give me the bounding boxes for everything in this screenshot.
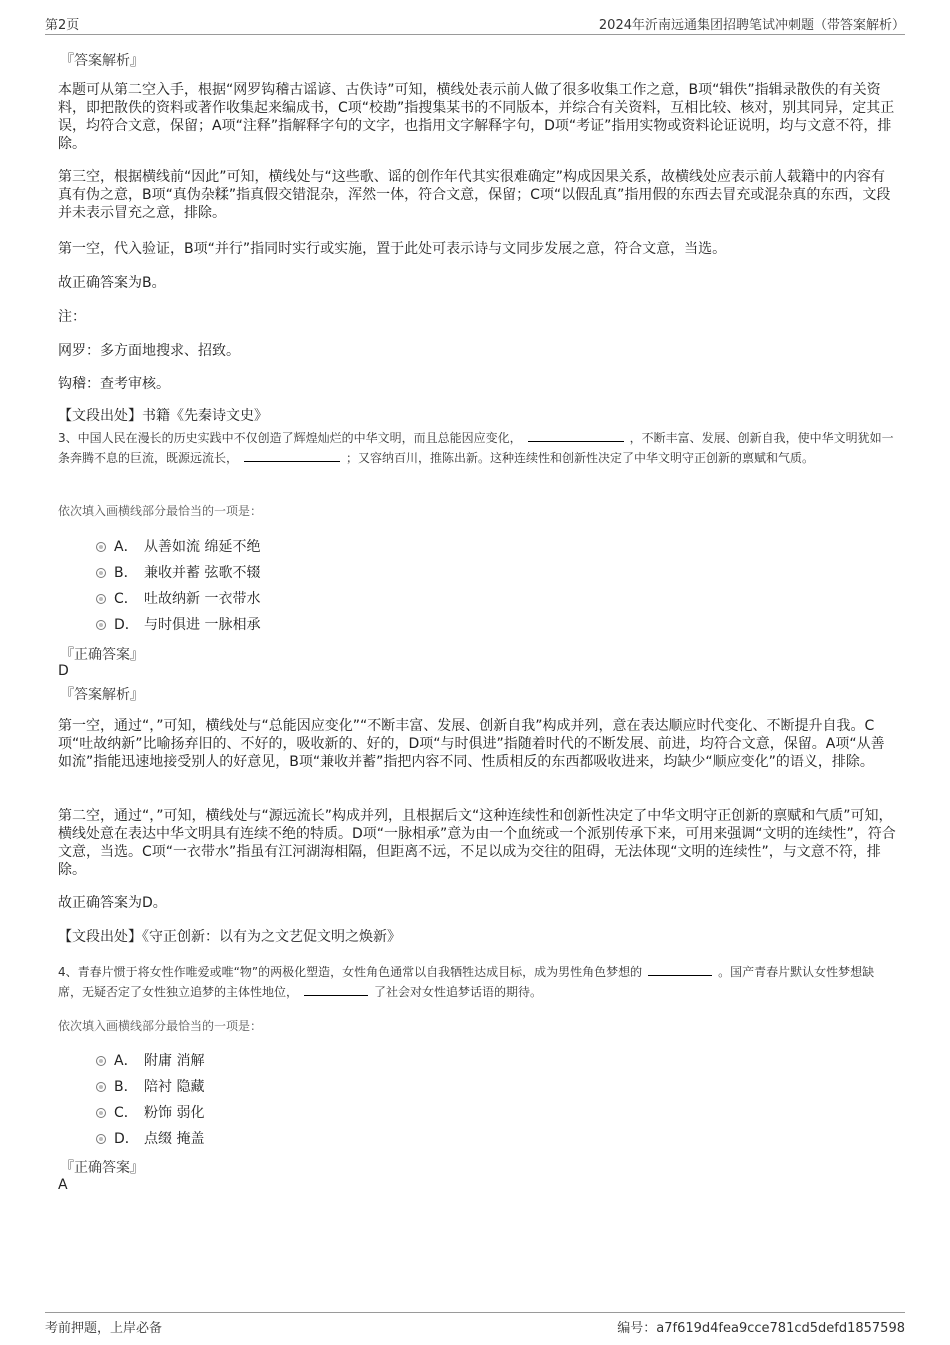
q3-conclusion: 故正确答案为D。 — [58, 895, 167, 911]
q3-blank-2 — [244, 449, 340, 462]
q3-blank-1 — [528, 429, 624, 442]
radio-icon[interactable] — [96, 1134, 106, 1144]
footer-slogan: 考前押题，上岸必备 — [45, 1321, 163, 1336]
q4-instruction: 依次填入画横线部分最恰当的一项是： — [58, 1019, 263, 1033]
radio-icon[interactable] — [96, 1082, 106, 1092]
q2-note-2: 钩稽：查考审核。 — [58, 376, 170, 392]
q2-conclusion: 故正确答案为B。 — [58, 275, 166, 291]
q4-answer-tag: 『正确答案』 — [60, 1160, 144, 1176]
q3-answer-tag: 『正确答案』 — [60, 647, 144, 663]
q2-note-1: 网罗：多方面地搜求、招致。 — [58, 343, 240, 359]
q3-stem: 3、中国人民在漫长的历史实践中不仅创造了辉煌灿烂的中华文明，而且总能因应变化， ，不断丰富、发展、创新自我，使中华文明犹如一条奔腾不息的巨流，既源远流长， ；又容纳百川，推陈出新。这种连续性和创新性决定了中华文明守正创新的禀赋和气质。 — [58, 431, 894, 465]
page-header — [45, 14, 905, 35]
q3-analysis-p2: 第二空，通过“，”可知，横线处与“源远流长”构成并列，且根据后文“这种连续性和创新性决定了中华文明守正创新的禀赋和气质”可知，横线处意在表达中华文明具有连续不绝的特质。D项“一脉相承”意为由一个血统或一个派别传承下来，可用来强调“文明的连续性”，符合文意，当选。C项“一衣带水”指虽有江河湖海相隔，但距离不远，不足以成为交往的阻碍，无法体现“文明的连续性”，与文意不符，排除。 — [58, 808, 896, 878]
q3-answer: D — [58, 663, 69, 679]
q2-analysis-p1: 本题可从第二空入手，根据“网罗钩稽古谣谚、古佚诗”可知，横线处表示前人做了很多收集工作之意，B项“辑佚”指辑录散佚的有关资料，即把散佚的资料或著作收集起来编成书，C项“校勘”指搜集某书的不同版本，并综合有关资料，互相比较、核对，别其同异，定其正误，均符合文意，保留；A项“注释”指解释字句的文字，也指用文字解释字句，D项“考证”指用实物或资料论证说明，均与文意不符，排除。 — [58, 82, 895, 152]
q3-analysis-tag: 『答案解析』 — [60, 687, 144, 703]
document-code: 编号：a7f619d4fea9cce781cd5defd1857598 — [617, 1321, 905, 1336]
page-footer — [45, 1312, 905, 1335]
q4-answer: A — [58, 1177, 68, 1193]
q2-analysis-p3: 第一空，代入验证，B项“并行”指同时实行或实施，置于此处可表示诗与文同步发展之意，符合文意，当选。 — [58, 241, 727, 257]
q2-analysis-tag: 『答案解析』 — [60, 53, 144, 69]
document-title: 2024年沂南远通集团招聘笔试冲刺题（带答案解析） — [598, 18, 905, 33]
q4-blank-2 — [304, 983, 368, 996]
radio-icon[interactable] — [96, 620, 106, 630]
q4-stem: 4、青春片惯于将女性作唯爱或唯“物”的两极化塑造，女性角色通常以自我牺牲达成目标，成为男性角色梦想的 。国产青春片默认女性梦想缺席，无疑否定了女性独立追梦的主体性地位， 了社会对女性追梦话语的期待。 — [58, 965, 875, 999]
radio-icon[interactable] — [96, 594, 106, 604]
radio-icon[interactable] — [96, 1056, 106, 1066]
q2-analysis-p2: 第三空，根据横线前“因此”可知，横线处与“这些歌、谣的创作年代其实很难确定”构成因果关系，故横线处应表示前人载籍中的内容有真有伪之意，B项“真伪杂糅”指真假交错混杂，浑然一体，符合文意，保留；C项“以假乱真”指用假的东西去冒充或混杂真的东西，文段并未表示冒充之意，排除。 — [58, 169, 891, 221]
radio-icon[interactable] — [96, 542, 106, 552]
q2-source: 【文段出处】书籍《先秦诗文史》 — [58, 408, 268, 424]
page-number: 第2页 — [45, 18, 80, 33]
q2-note-label: 注： — [58, 309, 86, 325]
q4-blank-1 — [648, 963, 712, 976]
q3-source: 【文段出处】《守正创新：以有为之文艺促文明之焕新》 — [58, 929, 401, 945]
radio-icon[interactable] — [96, 568, 106, 578]
q3-analysis-p1: 第一空，通过“，”可知，横线处与“总能因应变化”“不断丰富、发展、创新自我”构成并列，意在表达顺应时代变化、不断提升自我。C项“吐故纳新”比喻扬弃旧的、不好的，吸收新的、好的，D项“与时俱进”指随着时代的不断发展、前进，均符合文意，保留。A项“从善如流”指能迅速地接受别人的好意见，B项“兼收并蓄”指把内容不同、性质相反的东西都吸收进来，均缺少“顺应变化”的语义，排除。 — [58, 718, 885, 770]
q3-instruction: 依次填入画横线部分最恰当的一项是： — [58, 504, 263, 518]
radio-icon[interactable] — [96, 1108, 106, 1118]
